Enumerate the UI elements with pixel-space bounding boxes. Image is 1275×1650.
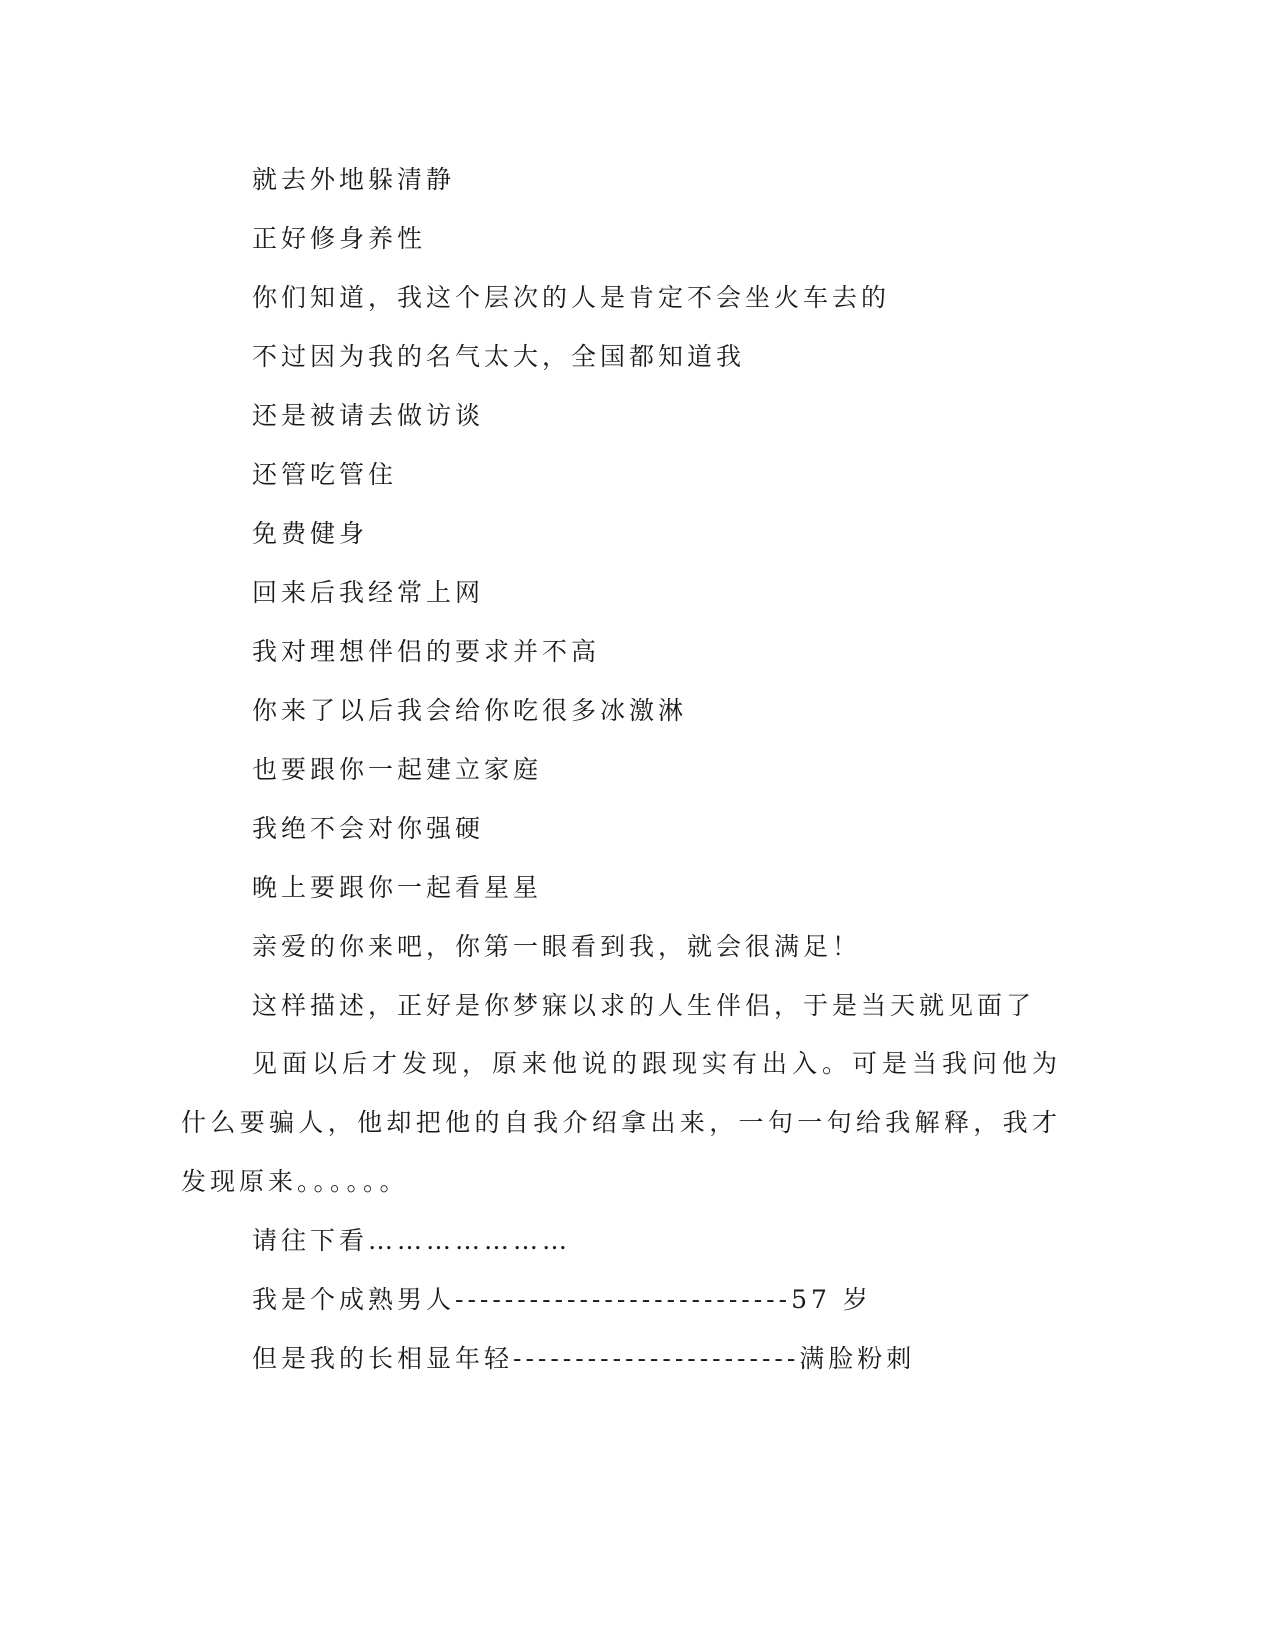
- text-line: 但是我的长相显年轻-----------------------满脸粉刺: [252, 1344, 916, 1373]
- text-line: 也要跟你一起建立家庭: [252, 755, 543, 784]
- text-line: 我对理想伴侣的要求并不高: [252, 637, 601, 666]
- text-line: 还是被请去做访谈: [252, 401, 485, 430]
- text-line: 免费健身: [252, 519, 369, 548]
- body-paragraph: 见面以后才发现，原来他说的跟现实有出入。可是当我问他为什么要骗人，他却把他的自我介绍拿出来，一句一句给我解释，我才发现原来。。。。。。: [181, 1049, 1061, 1196]
- text-line: 我绝不会对你强硬: [252, 814, 485, 843]
- text-line: 你来了以后我会给你吃很多冰激淋: [252, 696, 688, 725]
- text-line: 回来后我经常上网: [252, 578, 485, 607]
- text-line: 不过因为我的名气太大，全国都知道我: [252, 342, 746, 371]
- text-line: 我是个成熟男人---------------------------57 岁: [252, 1285, 872, 1314]
- text-line: 你们知道，我这个层次的人是肯定不会坐火车去的: [252, 283, 891, 312]
- text-line: 就去外地躲清静: [252, 165, 456, 194]
- text-line: 晚上要跟你一起看星星: [252, 873, 543, 902]
- text-line: 亲爱的你来吧，你第一眼看到我，就会很满足！: [252, 932, 862, 961]
- text-line: 还管吃管住: [252, 460, 398, 489]
- text-line: 这样描述，正好是你梦寐以求的人生伴侣，于是当天就见面了: [252, 991, 1036, 1020]
- text-line: 请往下看…………………: [252, 1226, 572, 1255]
- text-line: 正好修身养性: [252, 224, 427, 253]
